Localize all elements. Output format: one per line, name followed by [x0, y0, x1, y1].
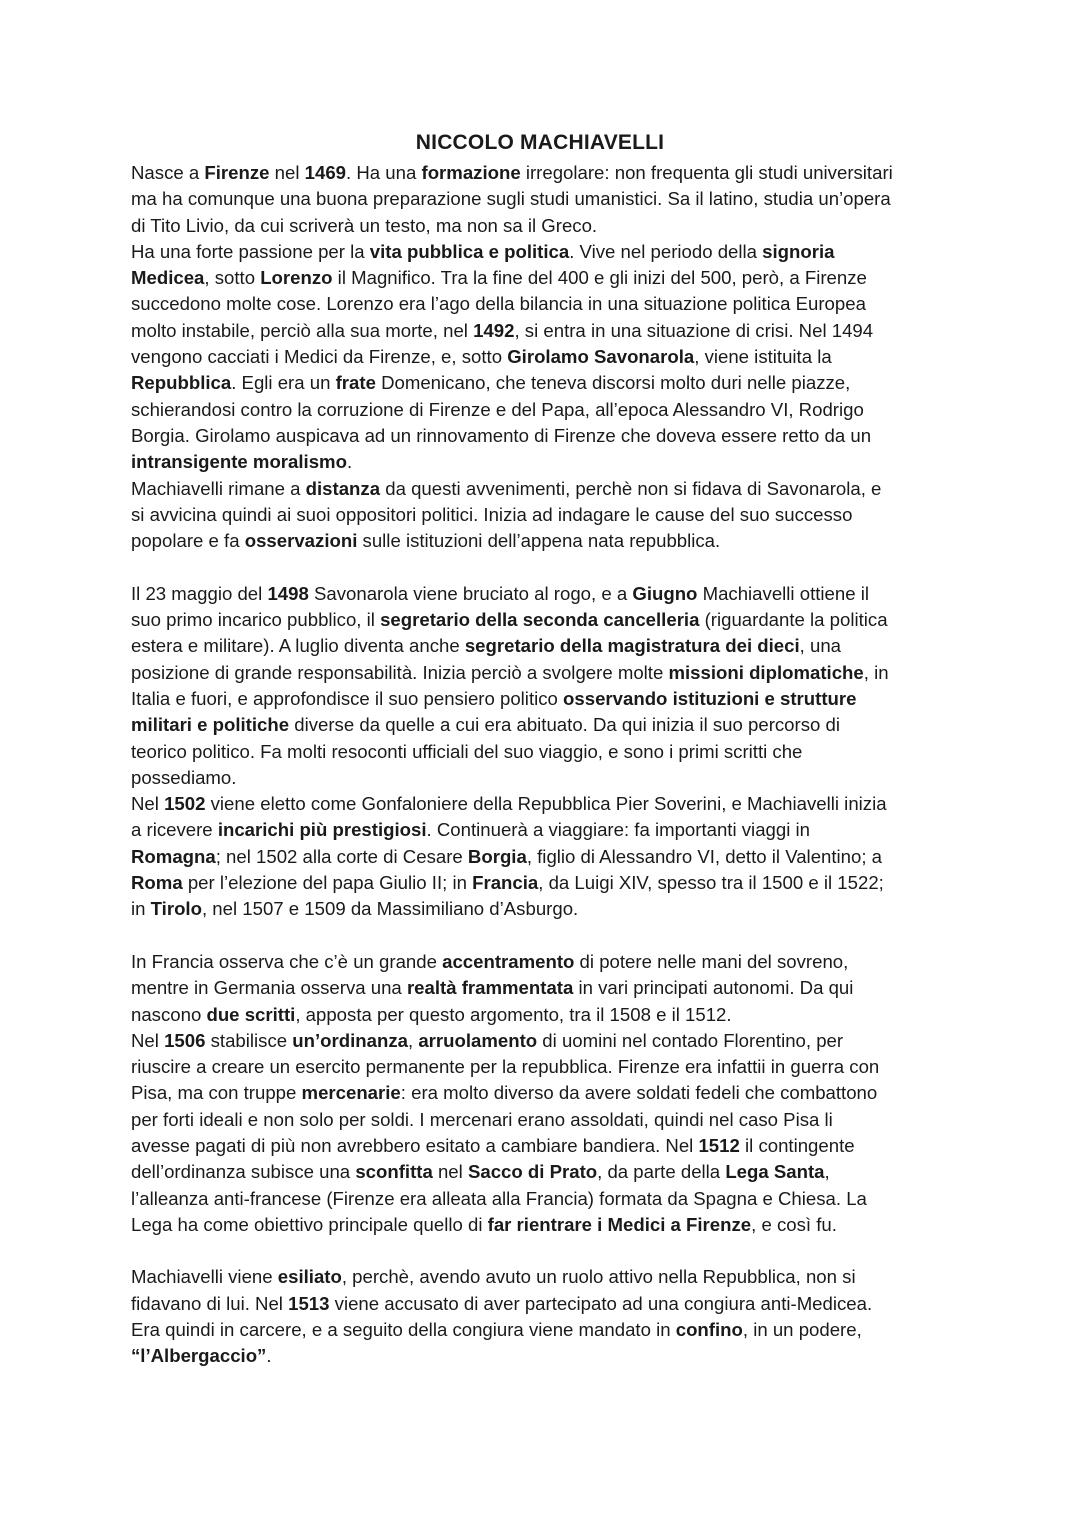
text-run: suo primo incarico pubblico, il	[131, 609, 381, 631]
text-line	[131, 239, 961, 265]
text-line	[131, 712, 961, 738]
text-run: in vari principati autonomi. Da qui	[573, 977, 854, 999]
text-run: Ha una forte passione per la	[131, 240, 370, 262]
text-line	[131, 1317, 961, 1343]
text-run: .	[346, 451, 353, 473]
text-run: Pisa, ma con truppe	[131, 1082, 302, 1104]
text-line	[131, 291, 961, 317]
text-run: . Ha una	[346, 162, 422, 183]
bold-text: 1492	[473, 319, 515, 341]
text-line	[131, 607, 961, 633]
text-line	[131, 1291, 961, 1317]
text-run: dell’ordinanza subisce una	[131, 1161, 356, 1183]
document-title: NICCOLO MACHIAVELLI	[415, 131, 665, 154]
text-run: (riguardante la politica	[699, 609, 888, 631]
bold-text: distanza	[305, 477, 381, 499]
text-run: ,	[407, 1029, 419, 1051]
text-line	[131, 660, 961, 686]
bold-text: Medicea	[131, 267, 205, 289]
text-run: . Continuerà a viaggiare: fa importanti viaggi in	[426, 819, 810, 841]
text-run: mentre in Germania osserva una	[131, 977, 407, 999]
bold-text: confino	[675, 1319, 743, 1341]
bold-text: accentramento	[442, 950, 575, 972]
text-run: viene accusato di aver partecipato ad una congiura anti-Medicea.	[329, 1292, 873, 1314]
text-run: ma ha comunque una buona preparazione sugli studi umanistici. Sa il latino, studia un’opera	[131, 188, 891, 210]
text-line	[131, 817, 961, 843]
text-run: diverse da quelle a cui era abituato. Da qui inizia il suo percorso di	[289, 714, 840, 736]
text-run: Savonarola viene bruciato al rogo, e a	[308, 582, 633, 604]
bold-text: militari e politiche	[131, 714, 290, 736]
text-run: nel	[432, 1161, 468, 1183]
text-line	[131, 423, 961, 449]
text-run: Il 23 maggio del	[131, 582, 268, 604]
bold-text: Tirolo	[150, 898, 202, 920]
text-run: , nel 1507 e 1509 da Massimiliano d’Asburgo.	[201, 898, 579, 920]
text-line	[131, 1107, 961, 1133]
text-run: . Vive nel periodo della	[569, 240, 763, 262]
bold-text: osservazioni	[244, 530, 358, 552]
text-run: Borgia. Girolamo auspicava ad un rinnovamento di Firenze che doveva essere retto da un	[131, 424, 872, 446]
text-line	[131, 370, 961, 396]
bold-text: 1469	[304, 162, 347, 183]
text-run: Era quindi in carcere, e a seguito della congiura viene mandato in	[131, 1319, 676, 1341]
bold-text: 1506	[164, 1029, 206, 1051]
text-run: , da Luigi XIV, spesso tra il 1500 e il 1522;	[538, 872, 884, 894]
text-run: Nel	[131, 1029, 165, 1051]
bold-text: arruolamento	[418, 1029, 538, 1051]
text-line	[131, 213, 961, 239]
text-run: : era molto diverso da avere soldati fedeli che combattono	[400, 1082, 878, 1104]
text-run: per forti ideali e non solo per soldi. I mercenari erano assoldati, quindi nel caso Pisa li	[131, 1108, 833, 1130]
text-run: , e così fu.	[751, 1213, 837, 1235]
text-line	[131, 1028, 961, 1054]
text-line	[131, 1264, 961, 1290]
bold-text: un’ordinanza	[292, 1029, 408, 1051]
text-line	[131, 581, 961, 607]
text-line	[131, 1002, 961, 1028]
text-line	[131, 1159, 961, 1185]
text-run: , una	[799, 635, 842, 657]
bold-text: signoria	[762, 240, 835, 262]
text-run: per l’elezione del papa Giulio II; in	[182, 872, 473, 894]
bold-text: 1513	[288, 1292, 330, 1314]
bold-text: 1512	[698, 1134, 740, 1156]
bold-text: formazione	[421, 162, 521, 183]
bold-text: Francia	[472, 872, 539, 894]
bold-text: Girolamo Savonarola	[507, 346, 695, 368]
text-line	[131, 739, 961, 765]
text-line	[131, 949, 961, 975]
bold-text: far rientrare i Medici a Firenze	[487, 1213, 752, 1235]
text-run: di Tito Livio, da cui scriverà un testo, ma non sa il Greco.	[131, 214, 598, 236]
text-run: Machiavelli ottiene il	[697, 582, 869, 604]
text-run: Domenicano, che teneva discorsi molto duri nelle piazze,	[375, 372, 851, 394]
text-run: Machiavelli rimane a	[131, 477, 306, 499]
paragraph-gap	[131, 554, 961, 580]
bold-text: Repubblica	[131, 372, 232, 394]
text-line	[131, 1133, 961, 1159]
bold-text: Lorenzo	[260, 267, 333, 289]
text-run: Nasce a	[131, 162, 205, 183]
text-run: il Magnifico. Tra la fine del 400 e gli inizi del 500, però, a Firenze	[332, 267, 867, 289]
text-run: succedono molte cose. Lorenzo era l’ago della bilancia in una situazione politica Europea	[131, 293, 866, 315]
text-run: nel	[269, 162, 305, 183]
text-line	[131, 160, 961, 186]
text-run: da questi avvenimenti, perchè non si fidava di Savonarola, e	[380, 477, 882, 499]
text-line	[131, 1212, 961, 1238]
text-run: sulle istituzioni dell’appena nata repubblica.	[357, 530, 721, 552]
text-run: avesse pagati di più non avrebbero esitato a cambiare bandiera. Nel	[131, 1134, 699, 1156]
text-line	[131, 896, 961, 922]
bold-text: missioni diplomatiche	[668, 661, 864, 683]
text-run: Italia e fuori, e approfondisce il suo pensiero politico	[131, 687, 564, 709]
text-run: , sotto	[204, 267, 261, 289]
text-line	[131, 1054, 961, 1080]
text-run: di potere nelle mani del sovreno,	[574, 950, 849, 972]
text-line	[131, 344, 961, 370]
text-run: schierandosi contro la corruzione di Firenze e del Papa, all’epoca Alessandro VI, Rodrigo	[131, 398, 864, 420]
text-line	[131, 449, 961, 475]
bold-text: osservando istituzioni e strutture	[563, 687, 857, 709]
text-run: In Francia osserva che c’è un grande	[131, 950, 443, 972]
bold-text: Romagna	[131, 845, 216, 867]
bold-text: Borgia	[467, 845, 527, 867]
bold-text: sconfitta	[355, 1161, 433, 1183]
text-run: popolare e fa	[131, 530, 245, 552]
text-run: ,	[824, 1161, 830, 1183]
text-run: di uomini nel contado Florentino, per	[537, 1029, 844, 1051]
text-run: stabilisce	[205, 1029, 293, 1051]
bold-text: 1498	[267, 582, 309, 604]
text-run: vengono cacciati i Medici da Firenze, e, sotto	[131, 346, 508, 368]
bold-text: 1502	[164, 793, 206, 815]
text-line	[131, 765, 961, 791]
text-line	[131, 502, 961, 528]
bold-text: Giugno	[632, 582, 698, 604]
text-line	[131, 870, 961, 896]
text-run: si avvicina quindi ai suoi oppositori politici. Inizia ad indagare le cause del suo successo	[131, 503, 853, 525]
text-line	[131, 476, 961, 502]
text-line	[131, 791, 961, 817]
text-line	[131, 1343, 961, 1369]
bold-text: segretario della magistratura dei dieci	[464, 635, 800, 657]
text-run: teorico politico. Fa molti resoconti ufficiali del suo viaggio, e sono i primi scritti che	[131, 740, 803, 762]
text-line	[131, 528, 961, 554]
paragraph-gap	[131, 923, 961, 949]
bold-text: Firenze	[204, 162, 270, 183]
text-run: , in un podere,	[742, 1319, 862, 1341]
text-run: in	[131, 898, 151, 920]
paragraph-gap	[131, 1238, 961, 1264]
bold-text: frate	[335, 372, 376, 394]
text-run: . Egli era un	[231, 372, 336, 394]
text-run: irregolare: non frequenta gli studi universitari	[520, 162, 893, 183]
bold-text: incarichi più prestigiosi	[217, 819, 427, 841]
bold-text: segretario della seconda cancelleria	[380, 609, 700, 631]
text-run: , figlio di Alessandro VI, detto il Valentino; a	[526, 845, 883, 867]
text-run: riuscire a creare un esercito permanente per la repubblica. Firenze era infattii in guerra con	[131, 1056, 880, 1078]
text-run: a ricevere	[131, 819, 218, 841]
text-run: estera e militare). A luglio diventa anche	[131, 635, 465, 657]
bold-text: mercenarie	[301, 1082, 401, 1104]
bold-text: realtà frammentata	[406, 977, 574, 999]
text-line	[131, 686, 961, 712]
text-run: , da parte della	[597, 1161, 726, 1183]
text-run: il contingente	[739, 1134, 855, 1156]
text-run: , in	[863, 661, 889, 683]
text-line	[131, 1080, 961, 1106]
text-run: ; nel 1502 alla corte di Cesare	[215, 845, 468, 867]
text-run: Nel	[131, 793, 165, 815]
bold-text: due scritti	[206, 1003, 296, 1025]
text-line	[131, 975, 961, 1001]
text-run: Lega ha come obiettivo principale quello di	[131, 1213, 488, 1235]
text-line	[131, 397, 961, 423]
text-line	[131, 318, 961, 344]
text-line	[131, 265, 961, 291]
text-run: .	[266, 1345, 272, 1367]
text-run: viene eletto come Gonfaloniere della Repubblica Pier Soverini, e Machiavelli inizia	[205, 793, 887, 815]
bold-text: Lega Santa	[725, 1161, 825, 1183]
bold-text: intransigente moralismo	[131, 451, 347, 473]
text-run: , si entra in una situazione di crisi. Nel 1494	[514, 319, 874, 341]
text-run: molto instabile, perciò alla sua morte, nel	[131, 319, 474, 341]
text-line	[131, 1186, 961, 1212]
text-run: l’alleanza anti-francese (Firenze era alleata alla Francia) formata da Spagna e Chiesa. La	[131, 1187, 867, 1209]
text-run: fidavano di lui. Nel	[131, 1292, 289, 1314]
text-run: nascono	[131, 1003, 207, 1025]
document-body	[131, 160, 961, 1370]
text-run: , perchè, avendo avuto un ruolo attivo nella Repubblica, non si	[341, 1266, 856, 1288]
text-run: Machiavelli viene	[131, 1266, 278, 1288]
text-run: , viene istituita la	[694, 346, 832, 368]
text-line	[131, 844, 961, 870]
text-line	[131, 633, 961, 659]
text-run: possediamo.	[131, 766, 237, 788]
bold-text: esiliato	[277, 1266, 342, 1288]
bold-text: Roma	[131, 872, 183, 894]
text-line	[131, 186, 961, 212]
bold-text: vita pubblica e politica	[369, 240, 570, 262]
bold-text: “l’Albergaccio”	[131, 1345, 267, 1367]
text-run: , apposta per questo argomento, tra il 1508 e il 1512.	[295, 1003, 732, 1025]
bold-text: Sacco di Prato	[467, 1161, 598, 1183]
text-run: posizione di grande responsabilità. Inizia perciò a svolgere molte	[131, 661, 669, 683]
